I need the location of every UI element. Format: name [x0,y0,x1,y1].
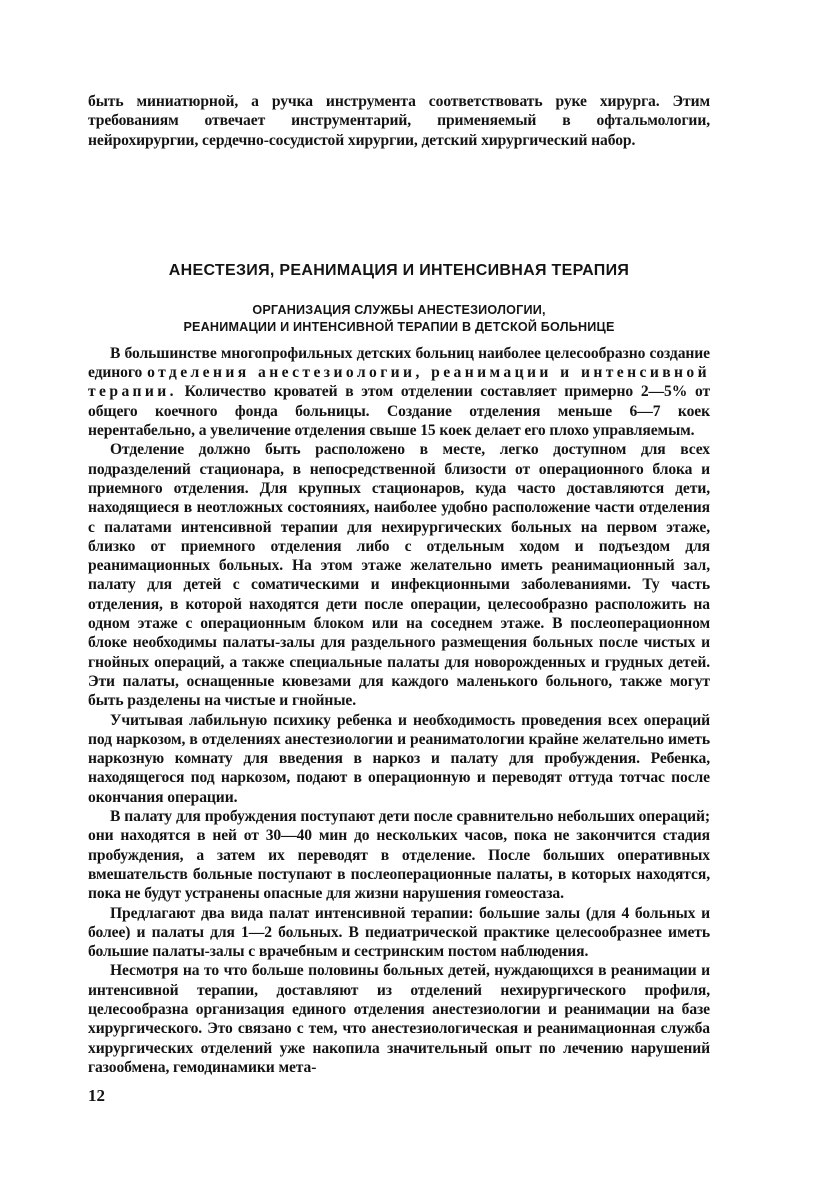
intro-paragraph: быть миниатюрной, а ручка инструмента соответствовать руке хирурга. Этим требованиям отвечает инструментарий, применяемый в офтальмологии, нейрохирургии, сердечно-сосудистой хирургии, детский хирургический набор. [88,93,710,149]
paragraph-1-start: В большинстве многопрофильных детских больниц наиболее целесообразно создание единого [88,344,710,382]
paragraph-6: Несмотря на то что больше половины больных детей, нуждающихся в реанимации и интенсивной терапии, доставляют из отделений нехирургического профиля, целесообразна организация единого отделения анестезиологии и реанимации на базе хирургического. Это связано с тем, что анестезиологическая и реанимационная служба хирургических отделений уже накопила значительный опыт по лечению нарушений газообмена, гемодинамики мета- [88,962,710,1076]
subsection-title [88,302,710,336]
paragraph-3: Учитывая лабильную психику ребенка и необходимость проведения всех операций под наркозом, в отделениях анестезиологии и реаниматологии крайне желательно иметь наркозную комнату для введения в наркоз и палату для пробуждения. Ребенка, находящегося под наркозом, подают в операционную и переводят оттуда тотчас после окончания операции. [88,711,710,806]
subsection-title-line-2: РЕАНИМАЦИИ И ИНТЕНСИВНОЙ ТЕРАПИИ В ДЕТСКОЙ БОЛЬНИЦЕ [183,319,615,334]
paragraph-2: Отделение должно быть расположено в месте, легко доступном для всех подразделений стационара, в непосредственной близости от операционного блока и приемного отделения. Для крупных стационаров, куда часто доставляются дети, находящиеся в неотложных состояниях, наиболее удобно расположение части отделения с палатами интенсивной терапии для нехирургических больных на первом этаже, близко от приемного отделения либо с отдельным ходом и подъездом для реанимационных больных. На этом этаже желательно иметь реанимационный зал, палату для детей с соматическими и инфекционными заболеваниями. Ту часть отделения, в которой находятся дети после операции, целесообразно расположить на одном этаже с операционным блоком или на соседнем этаже. В послеоперационном блоке необходимы палаты-залы для раздельного размещения больных после чистых и гнойных операций, а также специальные палаты для новорожденных и грудных детей. Эти палаты, оснащенные кювезами для каждого маленького больного, также могут быть разделены на чистые и гнойные. [88,441,710,710]
paragraph-4: В палату для пробуждения поступают дети после сравнительно небольших операций; они находятся в ней от 30—40 мин до нескольких часов, пока не закончится стадия пробуждения, а затем их переводят в отделение. После больших оперативных вмешательств больные поступают в послеоперационные палаты, в которых находятся, пока не будут устранены опасные для жизни нарушения гомеостаза. [88,808,710,903]
paragraph-1-spaced-term: отделения анестезиологии, реанимации и интенсивной терапии. [88,364,710,401]
page-number: 12 [88,1086,105,1105]
section-title: АНЕСТЕЗИЯ, РЕАНИМАЦИЯ И ИНТЕНСИВНАЯ ТЕРАПИЯ [168,261,630,279]
paragraph-1 [88,344,710,440]
paragraph-5: Предлагают два вида палат интенсивной терапии: большие залы (для 4 больных и более) и палаты для 1—2 больных. В педиатрической практике целесообразнее иметь большие палаты-залы с врачебным и сестринским постом наблюдения. [88,904,710,961]
subsection-title-line-1: ОРГАНИЗАЦИЯ СЛУЖБЫ АНЕСТЕЗИОЛОГИИ, [252,302,546,317]
paragraph-1-end: Количество кроватей в этом отделении составляет примерно 2—5% от общего коечного фонда больницы. Создание отделения меньше 6—7 коек нерентабельно, а увеличение отделения свыше 15 коек делает его плохо управляемым. [88,383,710,440]
